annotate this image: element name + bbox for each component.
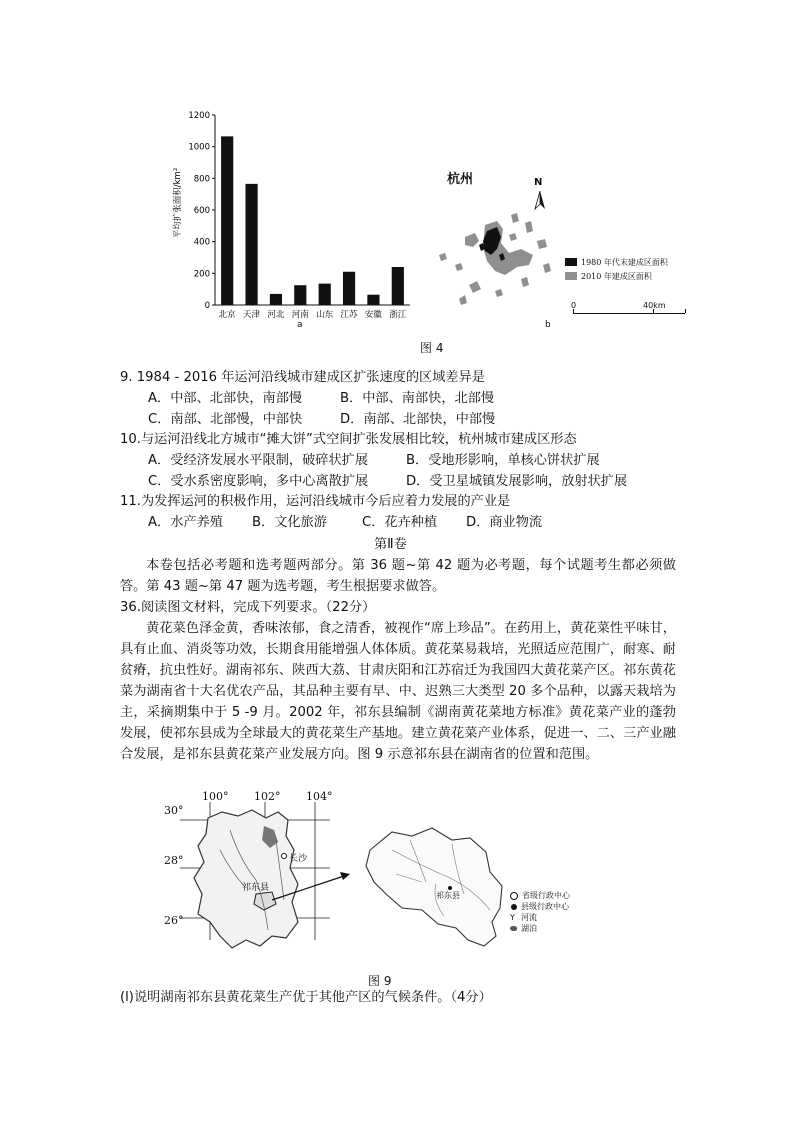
bar-山东 xyxy=(319,284,331,305)
x-tick-label: 河北 xyxy=(267,310,285,320)
legend-item-1980 xyxy=(565,255,668,269)
lon-label-100: 100° xyxy=(202,790,229,803)
bar-河南 xyxy=(294,285,306,305)
bar-浙江 xyxy=(392,267,404,305)
county-center-icon xyxy=(511,904,517,910)
x-tick-label: 天津 xyxy=(243,310,261,320)
legend-label: 县级行政中心 xyxy=(521,902,569,911)
scale-start: 0 xyxy=(571,301,577,310)
lat-label-30: 30° xyxy=(164,804,184,817)
legend-item-provincial-center xyxy=(510,890,570,901)
option-d[interactable]: D．南部、北部快，中部慢 xyxy=(340,412,496,427)
legend-label: 省级行政中心 xyxy=(522,891,570,900)
y-tick-label: 200 xyxy=(193,269,210,280)
section-2-title: 第Ⅱ卷 xyxy=(374,537,407,552)
hangzhou-map xyxy=(425,165,715,335)
north-label: N xyxy=(534,177,543,188)
question-36-sub-1: (l)说明湖南祁东县黄花菜生产优于其他产区的气候条件。（4分） xyxy=(120,990,492,1005)
lon-label-104: 104° xyxy=(306,790,333,803)
scale-end: 40km xyxy=(643,301,666,310)
y-tick-label: 600 xyxy=(193,206,210,216)
y-tick-label: 800 xyxy=(193,174,210,185)
x-tick-label: 安徽 xyxy=(364,310,382,320)
lat-label-26: 26° xyxy=(164,914,184,927)
option-b[interactable]: B．中部、南部快，北部慢 xyxy=(340,391,495,406)
hunan-location-map xyxy=(160,790,600,970)
question-9-stem: 9. 1984 - 2016 年运河沿线城市建成区扩张速度的区域差异是 xyxy=(120,370,485,385)
scale-line xyxy=(573,313,685,314)
figure4-caption: 图 4 xyxy=(420,341,444,355)
question-11-options xyxy=(148,513,542,533)
bar-江苏 xyxy=(343,272,355,305)
legend-item-lake xyxy=(510,923,570,934)
question-11-stem: 11.为发挥运河的积极作用，运河沿线城市今后应着力发展的产业是 xyxy=(120,494,511,509)
question-9-options-row1 xyxy=(148,389,494,409)
chart-y-axis-label: 平均扩张面积/km² xyxy=(173,167,183,239)
y-tick-label: 400 xyxy=(193,237,210,248)
x-tick-label: 江苏 xyxy=(340,310,358,320)
chart-bars xyxy=(221,136,404,305)
figure4-bar-chart xyxy=(160,100,420,335)
section-2-intro: 本卷包括必考题和选考题两部分。第 36 题~第 42 题为必考题，每个试题考生都必须做答。第 43 题~第 47 题为选考题，考生根据要求做答。 xyxy=(120,558,676,594)
map-title: 杭州 xyxy=(447,172,474,187)
bar-天津 xyxy=(245,184,257,305)
question-9-options-row2 xyxy=(148,410,495,430)
legend-label: 2010 年建成区面积 xyxy=(581,271,652,281)
question-10-options-row2 xyxy=(148,472,627,492)
county-label-qidong: 祁东县 xyxy=(242,883,270,893)
legend-label: 1980 年代末建成区面积 xyxy=(581,257,668,267)
built-up-area-map xyxy=(425,195,565,315)
option-b[interactable]: B．文化旅游 xyxy=(252,515,327,530)
option-c[interactable]: C．花卉种植 xyxy=(362,515,438,530)
option-a[interactable]: A．受经济发展水平限制，破碎状扩展 xyxy=(148,453,369,468)
legend-label: 湖泊 xyxy=(521,924,537,933)
y-tick-label: 1200 xyxy=(188,111,210,121)
question-10-stem: 10.与运河沿线北方城市“摊大饼”式空间扩张发展相比较，杭州城市建成区形态 xyxy=(120,432,577,447)
legend-item-river xyxy=(510,912,570,923)
question-36-material: 黄花菜色泽金黄，香味浓郁，食之清香，被视作“席上珍品”。在药用上，黄花菜性平味甘，具有止血、消炎等功效，长期食用能增强人体体质。黄花菜易栽培，光照适应范围广，耐寒、耐贫瘠，抗虫性好。湖南祁东、陕西大荔、甘肃庆阳和江苏宿迁为我国四大黄花菜产区。祁东黄花菜为湖南省十大名优农产品，其品种主要有早、中、迟熟三大类型 20 多个品种，以露天栽培为主，采摘期集中于 5 -9 月。2002 年，祁东县编制《湖南黄花菜地方标准》黄花菜产业的蓬勃发展，使祁东县成为全球最大的黄花菜生产基地。建立黄花菜产业体系，促进一、二、三产业融合发展，是祁东县黄花菜产业发展方向。图 9 示意祁东县在湖南省的位置和范围。 xyxy=(120,621,676,762)
x-tick-label: 河南 xyxy=(291,310,309,320)
x-tick-label: 北京 xyxy=(218,310,236,320)
inset-county-label: 祁东县 xyxy=(436,891,460,900)
option-d[interactable]: D．商业物流 xyxy=(466,515,543,530)
legend-swatch-gray xyxy=(565,272,577,280)
option-d[interactable]: D．受卫星城镇发展影响，放射状扩展 xyxy=(406,474,628,489)
option-a[interactable]: A．水产养殖 xyxy=(148,515,223,530)
bar-北京 xyxy=(221,136,233,305)
y-tick-label: 0 xyxy=(204,301,210,311)
question-10-options-row1 xyxy=(148,451,600,471)
x-tick-label: 浙江 xyxy=(389,310,407,320)
scale-tick xyxy=(685,309,686,313)
scale-tick xyxy=(573,309,574,313)
legend-item-2010 xyxy=(565,269,668,283)
river-icon: Y xyxy=(510,912,515,922)
scale-bar xyxy=(573,301,693,321)
option-c[interactable]: C．受水系密度影响，多中心离散扩展 xyxy=(148,474,369,489)
scale-tick xyxy=(653,309,654,313)
lon-label-102: 102° xyxy=(254,790,281,803)
figure4-sub-a: a xyxy=(297,320,303,330)
map-legend xyxy=(565,255,668,283)
lake-icon xyxy=(510,926,517,931)
legend-swatch-dark xyxy=(565,258,577,266)
lat-label-28: 28° xyxy=(164,854,184,867)
option-b[interactable]: B．受地形影响，单核心饼状扩展 xyxy=(406,453,600,468)
figure9 xyxy=(160,790,600,970)
city-label-changsha: 长沙 xyxy=(289,854,308,864)
figure9-caption: 图 9 xyxy=(368,974,392,988)
legend-label: 河流 xyxy=(521,913,537,922)
figure4-sub-b: b xyxy=(545,320,551,330)
bar-安徽 xyxy=(367,295,379,305)
option-c[interactable]: C．南部、北部慢，中部快 xyxy=(148,412,303,427)
x-tick-label: 山东 xyxy=(316,310,334,320)
y-tick-label: 1000 xyxy=(188,142,210,153)
option-a[interactable]: A．中部、北部快，南部慢 xyxy=(148,391,303,406)
legend-item-county-center xyxy=(510,901,570,912)
question-36-stem: 36.阅读图文材料，完成下列要求。（22分） xyxy=(120,600,376,615)
bar-河北 xyxy=(270,294,282,305)
provincial-center-icon xyxy=(510,892,518,900)
figure9-legend xyxy=(510,890,570,934)
